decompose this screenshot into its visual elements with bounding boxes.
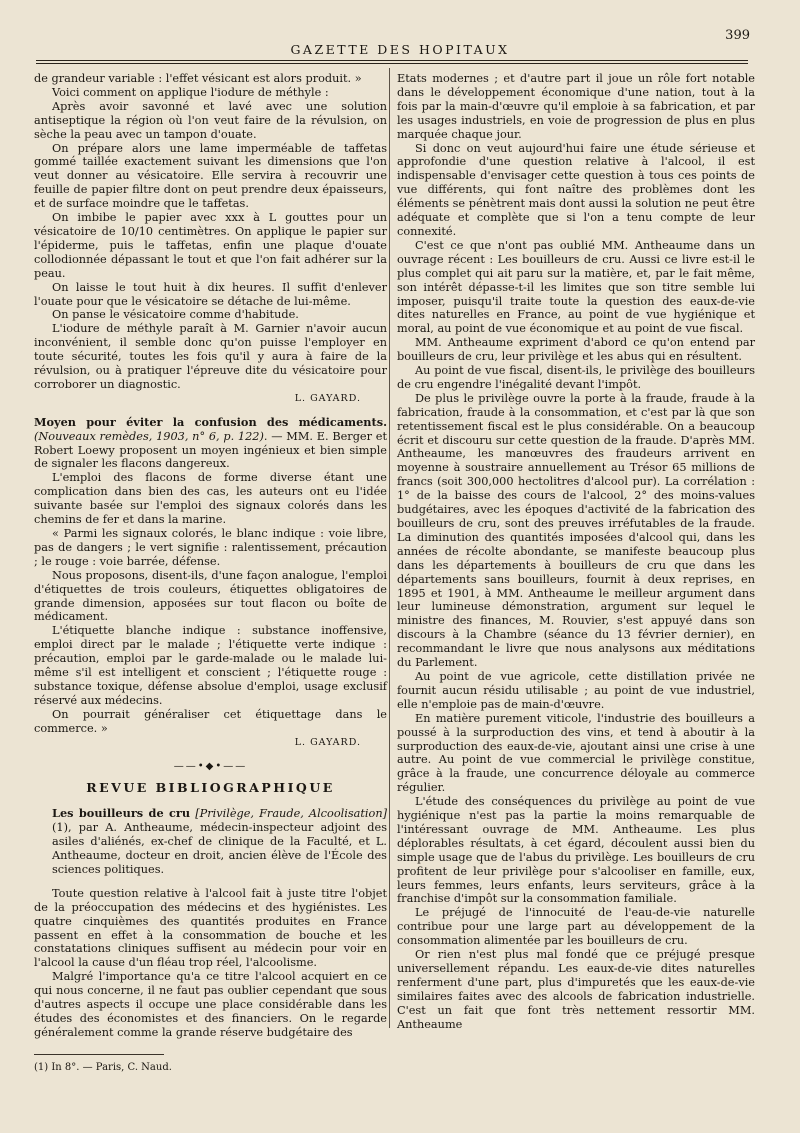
book-title: Les bouilleurs de cru [52, 806, 191, 821]
paragraph: Si donc on veut aujourd'hui faire une étude sérieuse et approfondie d'une question relative à l'alcool, il est indispensable d'envisager cette question à tous ces points de vue différents, qui font naître des problèmes dont les éléments se pénètrent mais dont aussi la solution ne peut être adéquate et complète que si l'on a tenu compte de leur connexité. [397, 141, 755, 238]
ornament-divider: ——•◆•—— [173, 760, 248, 772]
paragraph: En matière purement viticole, l'industrie des bouilleurs a poussé à la surproduction des vins, et tend à aboutir à la surproduction des eaux-de-vie, ajoutant ainsi une crise à une autre. Au point de vue commercial le privilège constitue, grâce à la fraude, une concurrence déloyale au commerce régulier. [397, 711, 755, 795]
paragraph: C'est ce que n'ont pas oublié MM. Antheaume dans un ouvrage récent : Les bouilleurs de cru. Aussi ce livre est-il le plus complet qui ait paru sur la matière, et, par le fait même, son intérêt dépasse-t-il les limites que son titre semble lui imposer, puisqu'il traite toute la question des eaux-de-vie dites naturelles en France, au point de vue hygiénique et moral, au point de vue économique et au point de vue fiscal. [397, 238, 755, 336]
paragraph: de grandeur variable : l'effet vésicant est alors produit. » [34, 72, 362, 85]
article-title: Moyen pour éviter la confusion des médicaments. [34, 414, 387, 429]
paragraph: L'étiquette blanche indique : substance inoffensive, emploi direct par le malade ; l'étiquette verte indique : précaution, emploi par le garde-malade ou le malade lui-même s'il est intelligent et conscient ; l'étiquette rouge : substance toxique, défense absolue d'emploi, usage exclusif réservé aux médecins. [34, 624, 387, 707]
book-subtitle: [Privilège, Fraude, Alcoolisation] [195, 807, 388, 821]
paragraph: Toute question relative à l'alcool fait à juste titre l'objet de la préoccupation des médecins et des hygiénistes. Les quatre cinquièmes des quantités produites en France passent en effet à la consommation de bouche et les constatations cliniques suffisent au médecin pour voir en l'alcool la cause d'un fléau trop réel, l'alcoolisme. [34, 886, 387, 970]
left-column [34, 72, 387, 1075]
paragraph: De plus le privilège ouvre la porte à la fraude, fraude à la fabrication, fraude à la consommation, et c'est par là que son retentissement fiscal est le plus considérable. On a beaucoup écrit et discouru sur cette question de la fraude. D'après MM. Antheaume, les manœuvres des fraudeurs arrivent en moyenne à soustraire annuellement au Trésor 65 millions de francs (soit 300,000 hectolitres d'alcool pur). La corrélation : 1° de la baisse des cours de l'alcool, 2° des moins-values budgétaires, avec les époques d'activité de la fabrication des bouilleurs de cru, sont des preuves irréfutables de la fraude. La diminution des quantités imposées d'alcool qui, dans les années de récolte abondante, se manifeste beaucoup plus dans les départements à bouilleurs de cru que dans les départements sans bouilleurs, fournit à deux reprises, en 1895 et 1901, à MM. Antheaume le meilleur argument dans leur lumineuse démonstration, argument sur lequel le ministre des finances, M. Rouvier, s'est appuyé dans son discours à la Chambre (séance du 13 février dernier), en recommandant le livre que nous analysons aux méditations du Parlement. [397, 391, 755, 670]
paragraph: MM. Antheaume expriment d'abord ce qu'on entend par bouilleurs de cru, leur privilège et les abus qui en résultent. [397, 336, 755, 364]
signature: L. GAYARD. [294, 392, 361, 404]
paragraph: Or rien n'est plus mal fondé que ce préjugé presque universellement répandu. Les eaux-de-vie dites naturelles renferment d'une part, plus d'impuretés que les eaux-de-vie similaires faites avec des alcools de fabrication industrielle. C'est un fait que font très nettement ressortir MM. Antheaume [397, 948, 755, 1031]
section-heading: REVUE BIBLIOGRAPHIQUE [86, 780, 335, 796]
page-number: 399 [725, 28, 750, 43]
paragraph: L'étude des conséquences du privilège au point de vue hygiénique n'est pas la partie la moins remarquable de l'intéressant ouvrage de MM. Antheaume. Les plus déplorables résultats, à cet égard, découlent aussi bien du simple usage que de l'abus du privilège. Les bouilleurs de cru profitent de leur privilège pour s'alcooliser en famille, eux, leurs femmes, leurs enfants, leurs serviteurs, grâce à la franchise d'impôt sur la consommation familiale. [397, 795, 755, 906]
paragraph: Au point de vue fiscal, disent-ils, le privilège des bouilleurs de cru engendre l'inégalité devant l'impôt. [397, 364, 755, 391]
book-authors: par A. Antheaume, médecin-inspecteur adjoint des asiles d'aliénés, ex-chef de clinique de la Faculté, et L. Antheaume, docteur en droit, ancien élève de l'École des sciences politiques. [52, 821, 387, 876]
paragraph: L'iodure de méthyle paraît à M. Garnier n'avoir aucun inconvénient, il semble donc qu'on puisse l'employer en toute sécurité, toutes les fois qu'il y aura à faire de la révulsion, ou à pratiquer l'épreuve dite du vésicatoire pour corroborer un diagnostic. [34, 322, 387, 391]
paragraph: Malgré l'importance qu'a ce titre l'alcool acquiert en ce qui nous concerne, il ne faut pas oublier cependant que sous d'autres aspects il occupe une place considérable dans les études des économistes et des financiers. On le regarde généralement comme la grande réserve budgétaire des [34, 970, 387, 1039]
footnote: (1) In 8°. — Paris, C. Naud. [34, 1061, 172, 1073]
paragraph: Etats modernes ; et d'autre part il joue un rôle fort notable dans le développement économique d'une nation, tout à la fois par la main-d'œuvre qu'il emploie à sa fabrication, et par les usages industriels, en voie de progression de plus en plus marquée chaque jour. [397, 72, 755, 141]
article-moyen [34, 416, 387, 472]
article-source: (Nouveaux remèdes, 1903, n° 6, p. 122). [34, 429, 268, 443]
paragraph: On prépare alors une lame imperméable de taffetas gommé taillée exactement suivant les dimensions que l'on veut donner au vésicatoire. Elle servira à recouvrir une feuille de papier filtre dont on peut prendre deux épaisseurs, et de surface moindre que le taffetas. [34, 141, 387, 211]
paragraph: Voici comment on applique l'iodure de méthyle : [52, 85, 329, 99]
column-divider [389, 68, 390, 1028]
book-entry [34, 807, 387, 877]
footnote-ref: (1), [52, 821, 72, 835]
paragraph: On laisse le tout huit à dix heures. Il suffit d'enlever l'ouate pour que le vésicatoire se détache de lui-même. [34, 280, 387, 308]
right-column [397, 72, 755, 1032]
running-head: GAZETTE DES HOPITAUX [290, 42, 510, 57]
paragraph: On pourrait généraliser cet étiquettage dans le commerce. » [34, 707, 387, 735]
paragraph: Le préjugé de l'innocuité de l'eau-de-vie naturelle contribue pour une large part au développement de la consommation alimentée par les bouilleurs de cru. [397, 906, 755, 948]
paragraph: On imbibe le papier avec xxx à L gouttes pour un vésicatoire de 10/10 centimètres. On applique le papier sur l'épiderme, puis le taffetas, enfin une plaque d'ouate collodionnée dépassant le tout et que l'on fait adhérer sur la peau. [34, 211, 387, 280]
header-rule [36, 60, 748, 61]
paragraph: On panse le vésicatoire comme d'habitude. [52, 308, 299, 322]
article-lead: — MM. E. Berger et Robert Loewy proposent un moyen ingénieux et bien simple de signaler les flacons dangereux. [34, 429, 387, 471]
footnote-rule [34, 1054, 164, 1055]
header-rule-thin [36, 63, 748, 64]
signature: L. GAYARD. [294, 736, 361, 748]
paragraph: Après avoir savonné et lavé avec une solution antiseptique la région où l'on veut faire de la révulsion, on sèche la peau avec un tampon d'ouate. [34, 99, 387, 141]
paragraph: Au point de vue agricole, cette distillation privée ne fournit aucun résidu utilisable ; au point de vue industriel, elle n'emploie pas de main-d'œuvre. [397, 669, 755, 711]
paragraph: Nous proposons, disent-ils, d'une façon analogue, l'emploi d'étiquettes de trois couleurs, étiquettes obligatoires de grande dimension, apposées sur tout flacon ou boîte de médicament. [34, 568, 387, 624]
paragraph: L'emploi des flacons de forme diverse étant une complication dans bien des cas, les auteurs ont eu l'idée suivante basée sur l'emploi des signaux colorés dans les chemins de fer et dans la marine. [34, 471, 387, 527]
paragraph: « Parmi les signaux colorés, le blanc indique : voie libre, pas de dangers ; le vert signifie : ralentissement, précaution ; le rouge : voie barrée, défense. [34, 527, 387, 568]
